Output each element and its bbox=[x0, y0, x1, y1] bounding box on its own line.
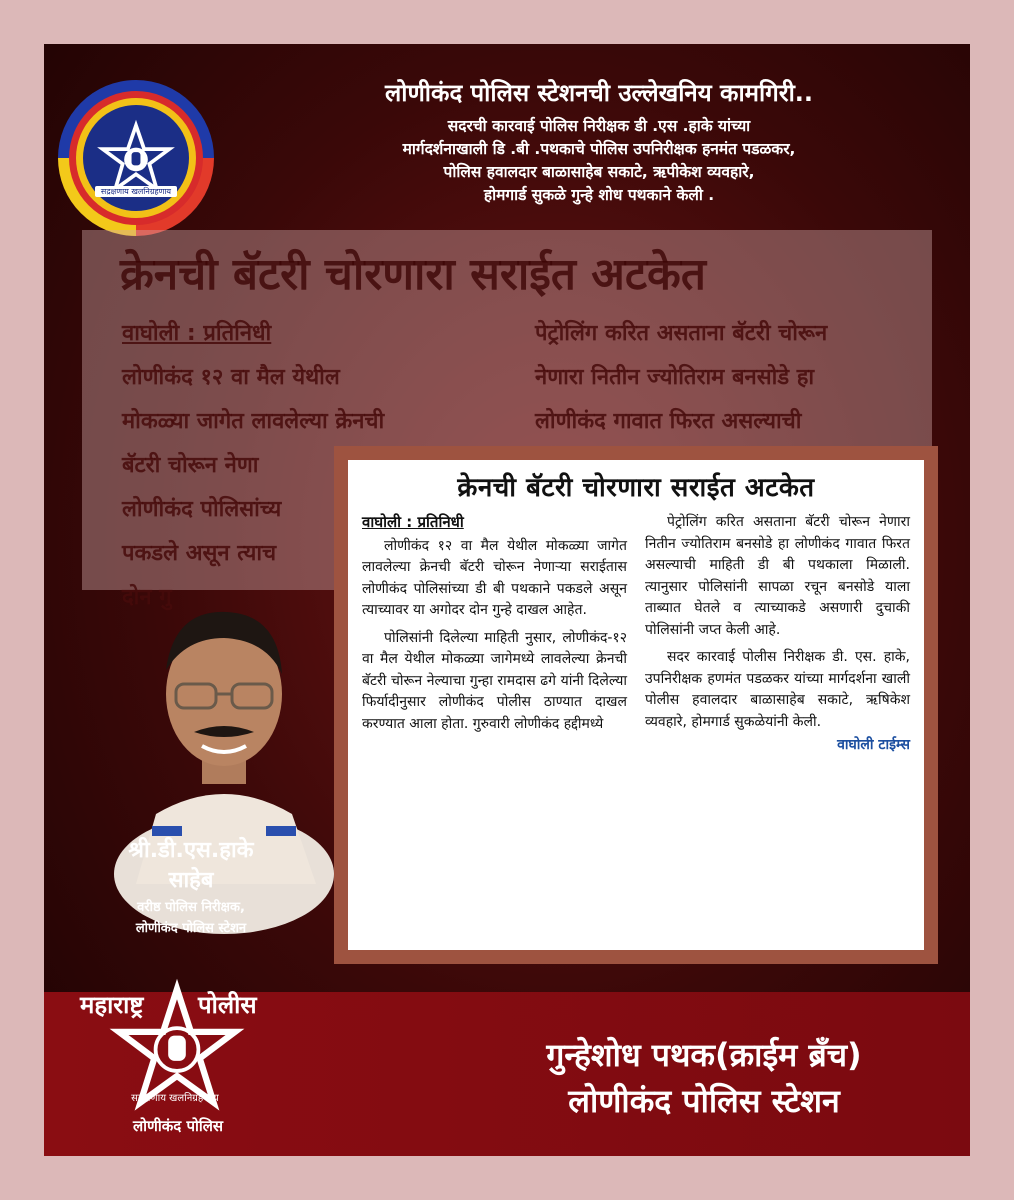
police-emblem-top bbox=[58, 80, 214, 236]
emblem-place: लोणीकंद पोलिस bbox=[132, 1117, 224, 1135]
clipping-right-column bbox=[645, 512, 910, 757]
bg-news-line: लोणीकंद १२ वा मैल येथील bbox=[122, 365, 340, 390]
officer-name: श्री.डी.एस.हाके bbox=[128, 838, 254, 863]
footer-title bbox=[444, 1032, 964, 1124]
bg-news-byline: वाघोली : प्रतिनिधी bbox=[122, 321, 272, 346]
clipping-paragraph: पोलिसांनी दिलेल्या माहिती नुसार, लोणीकंद-१२ वा मैल येथील मोकळ्या जागेमध्ये लावलेल्या क्रेनची बॅटरी चोरून नेल्याचा गुन्हा रामदास ढगे यांनी दिलेल्या फिर्यादीनुसार लोणीकंद पोलीस ठाण्यात दाखल करण्यात आला होता. गुरुवारी लोणीकंद हद्दीमध्ये bbox=[362, 629, 627, 732]
newspaper-clipping bbox=[334, 446, 938, 964]
header bbox=[234, 72, 964, 207]
poster bbox=[44, 44, 970, 1156]
clipping-paragraph: पेट्रोलिंग करित असताना बॅटरी चोरून नेणारा नितीन ज्योतिराम बनसोडे हा लोणीकंद गावात फिरत असल्याची माहिती डी बी पथकाला मिळाली. त्यानुसार पोलिसांनी सापळा रचून बनसोडे याला ताब्यात घेतले व त्याच्याकडे असणारी दुचाकी पोलिसांनी जप्त केली आहे. bbox=[645, 514, 910, 638]
clipping-title: क्रेनची बॅटरी चोरणारा सराईत अटकेत bbox=[457, 473, 815, 503]
emblem-motto: सद्रक्षणाय खलनिग्रहणाय bbox=[95, 186, 177, 197]
bg-news-line: बॅटरी चोरून नेणा bbox=[122, 453, 259, 478]
star-hand-icon bbox=[99, 121, 173, 195]
emblem-label-left: महाराष्ट्र bbox=[80, 991, 144, 1019]
clipping-byline: वाघोली : प्रतिनिधी bbox=[362, 513, 464, 531]
officer-station: लोणीकंद पोलिस स्टेशन bbox=[135, 921, 247, 936]
header-line-4: होमगार्ड सुकळे गुन्हे शोध पथकाने केली . bbox=[483, 186, 715, 204]
bg-news-line: मोकळ्या जागेत लावलेल्या क्रेनची bbox=[122, 409, 385, 434]
emblem-label-right: पोलीस bbox=[198, 991, 257, 1019]
header-line-2: मार्गदर्शनाखाली डि .बी .पथकाचे पोलिस उपनिरीक्षक हनमंत पडळकर, bbox=[402, 140, 796, 158]
clipping-paragraph: सदर कारवाई पोलीस निरीक्षक डी. एस. हाके, उपनिरीक्षक हणमंत पडळकर यांच्या मार्गदर्शना खाली पोलीस हवालदार बाळासाहेब सकाटे, ऋषिकेश व्यवहारे, होमगार्ड सुकळेयांनी केली. bbox=[645, 649, 910, 730]
officer-caption bbox=[66, 834, 316, 936]
header-line-3: पोलिस हवालदार बाळासाहेब सकाटे, ऋपीकेश व्यवहारे, bbox=[443, 163, 755, 181]
bg-news-title: क्रेनची बॅटरी चोरणारा सराईत अटकेत bbox=[120, 249, 706, 300]
bg-news-line: दोन गु bbox=[122, 585, 172, 610]
bg-news-line: पकडले असून त्याच bbox=[122, 541, 277, 566]
bg-news-line: लोणीकंद पोलिसांच्य bbox=[122, 497, 282, 522]
footer-line-2: लोणीकंद पोलिस स्टेशन bbox=[568, 1082, 840, 1120]
clipping-source: वाघोली टाईम्स bbox=[837, 737, 910, 753]
officer-designation: वरीष्ठ पोलिस निरीक्षक, bbox=[137, 900, 245, 915]
bg-news-line: लोणीकंद गावात फिरत असल्याची bbox=[535, 409, 802, 434]
page-title: लोणीकंद पोलिस स्टेशनची उल्लेखनिय कामगिरी.. bbox=[384, 79, 814, 107]
clipping-paragraph: लोणीकंद १२ वा मैल येथील मोकळ्या जागेत लावलेल्या क्रेनची बॅटरी चोरून नेणाऱ्या सराईतास लोणीकंद पोलिसांच्या डी बी पथकाने पकडले असून त्याच्यावर या अगोदर दोन गुन्हे दाखल आहेत. bbox=[362, 537, 627, 618]
officer-honorific: साहेब bbox=[168, 868, 214, 893]
emblem-motto-bottom: सद्रक्षणाय खलनिग्रहणाय bbox=[131, 1093, 219, 1104]
bg-news-line: नेणारा नितीन ज्योतिराम बनसोडे हा bbox=[535, 365, 815, 390]
footer-line-1: गुन्हेशोध पथक(क्राईम ब्रँच) bbox=[546, 1036, 862, 1074]
header-line-1: सदरची कारवाई पोलिस निरीक्षक डी .एस .हाके यांच्या bbox=[447, 117, 751, 135]
clipping-left-column bbox=[362, 512, 627, 757]
bg-news-line: पेट्रोलिंग करित असताना बॅटरी चोरून bbox=[535, 321, 828, 346]
maharashtra-police-emblem bbox=[58, 974, 288, 1144]
